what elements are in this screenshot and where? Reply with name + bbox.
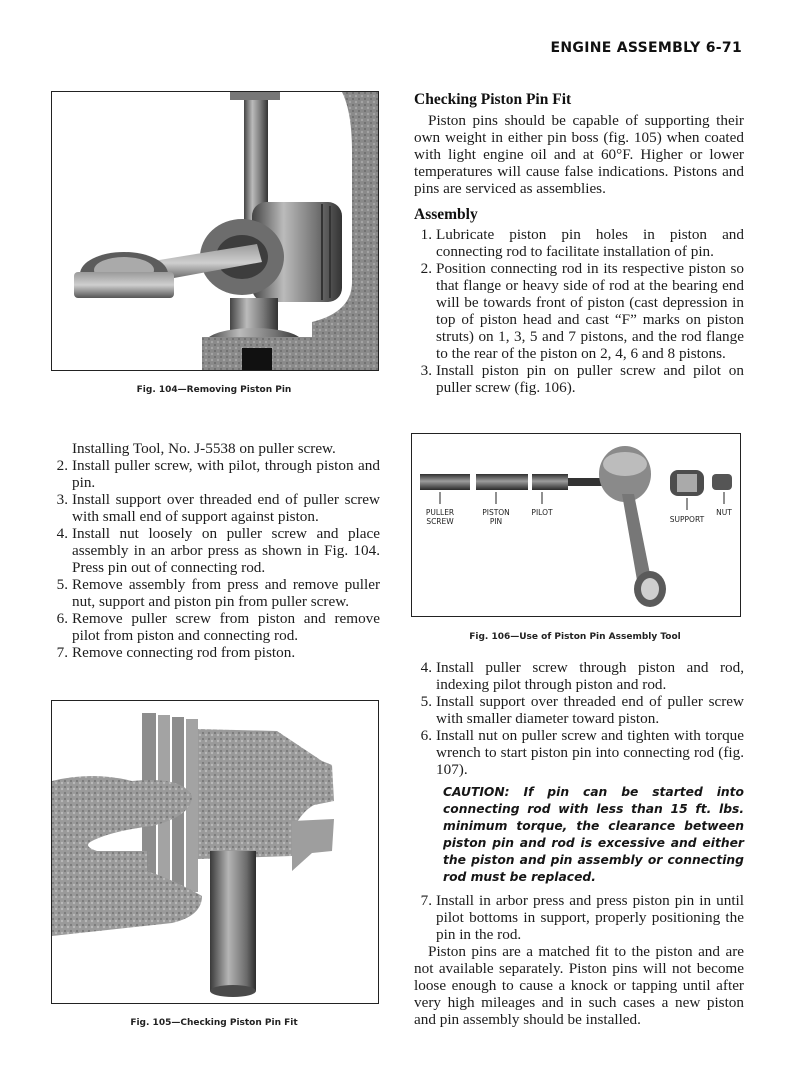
label-piston-pin-1: PISTON: [482, 508, 510, 517]
figure-104-image: [51, 91, 379, 371]
piston-pin-check-illustration: [52, 701, 378, 1003]
list-item: 6. Install nut on puller screw and tighten with torque wrench to start piston pin into connecting rod (fig. 107).: [420, 727, 744, 778]
puller-screw-part: [420, 474, 470, 490]
right-column-section-1: [414, 91, 744, 396]
section-heading-checking-pin-fit: Checking Piston Pin Fit: [414, 91, 572, 108]
figure-104-caption: Fig. 104—Removing Piston Pin: [136, 385, 292, 395]
piston-pin-part: [476, 474, 528, 490]
pin-fit-paragraph: Piston pins should be capable of supporting their own weight in either pin boss (fig. 105) when coated with light engine oil and at 60°F. Higher or lower temperatures will cause false indications. Pistons and pins are serviced as assemblies.: [414, 112, 744, 197]
caution-note: CAUTION: If pin can be started into connecting rod with less than 15 ft. lbs. minimum torque, the clearance between piston pin and rod is excessive and either the piston and pin assembly or connecting rod must be replaced.: [443, 785, 744, 884]
nut-part: [712, 474, 732, 490]
list-item: 3. Install support over threaded end of puller screw with small end of support against piston.: [56, 491, 380, 525]
figure-106-image: [411, 433, 741, 617]
label-support: SUPPORT: [669, 515, 705, 524]
label-puller-screw-1: PULLER: [425, 508, 455, 517]
piston-pin-tool-illustration: [412, 434, 740, 616]
list-item: 2. Install puller screw, with pilot, through piston and pin.: [56, 457, 380, 491]
label-pilot: PILOT: [531, 508, 553, 517]
list-item: 5. Install support over threaded end of puller screw with smaller diameter toward piston.: [420, 693, 744, 727]
figure-106-caption: Fig. 106—Use of Piston Pin Assembly Tool: [469, 632, 681, 642]
label-piston-pin-2: PIN: [489, 517, 503, 526]
continuation-text: Installing Tool, No. J-5538 on puller screw.: [72, 440, 336, 457]
list-item: 7. Remove connecting rod from piston.: [56, 644, 296, 661]
list-item: 6. Remove puller screw from piston and remove pilot from piston and connecting rod.: [56, 610, 380, 644]
assembly-steps-list-a: [414, 226, 744, 396]
assembly-steps-list-c: [414, 892, 744, 943]
section-heading-assembly: Assembly: [414, 206, 478, 223]
closing-paragraph: Piston pins are a matched fit to the piston and are not available separately. Piston pins will not become loose enough to cause a knock or tapping until after very high mileages and in such cases a new piston and pin assembly should be installed.: [414, 943, 744, 1028]
label-nut: NUT: [716, 508, 732, 517]
list-item: 7. Install in arbor press and press piston pin in until pilot bottoms in support, properly positioning the pin in the rod.: [420, 892, 744, 943]
removal-steps-list: [50, 457, 380, 661]
list-item: 3. Install piston pin on puller screw and pilot on puller screw (fig. 106).: [420, 362, 744, 396]
list-item: 2. Position connecting rod in its respective piston so that flange or heavy side of rod at the bearing end will be towards front of piston (cast depression in top of piston head and cast “F” marks on piston struts) on 1, 3, 5 and 7 pistons, and the rod flange to the rear of the piston on 2, 4, 6 and 8 pistons.: [420, 260, 744, 362]
left-column-text: [50, 440, 380, 661]
label-puller-screw-2: SCREW: [426, 517, 454, 526]
running-head: ENGINE ASSEMBLY 6-71: [550, 40, 742, 56]
pilot-part: [532, 474, 568, 490]
figure-105-image: [51, 700, 379, 1004]
assembly-steps-list-b: [414, 659, 744, 778]
list-item: 4. Install puller screw through piston and rod, indexing pilot through piston and rod.: [420, 659, 744, 693]
right-column-section-2: [414, 659, 744, 1028]
list-item: 1. Lubricate piston pin holes in piston and connecting rod to facilitate installation of pin.: [420, 226, 744, 260]
list-item: 5. Remove assembly from press and remove puller nut, support and piston pin from puller screw.: [56, 576, 380, 610]
figure-105-caption: Fig. 105—Checking Piston Pin Fit: [130, 1018, 298, 1028]
list-item: 4. Install nut loosely on puller screw and place assembly in an arbor press as shown in Fig. 104. Press pin out of connecting rod.: [56, 525, 380, 576]
piston-press-illustration: [52, 92, 378, 370]
